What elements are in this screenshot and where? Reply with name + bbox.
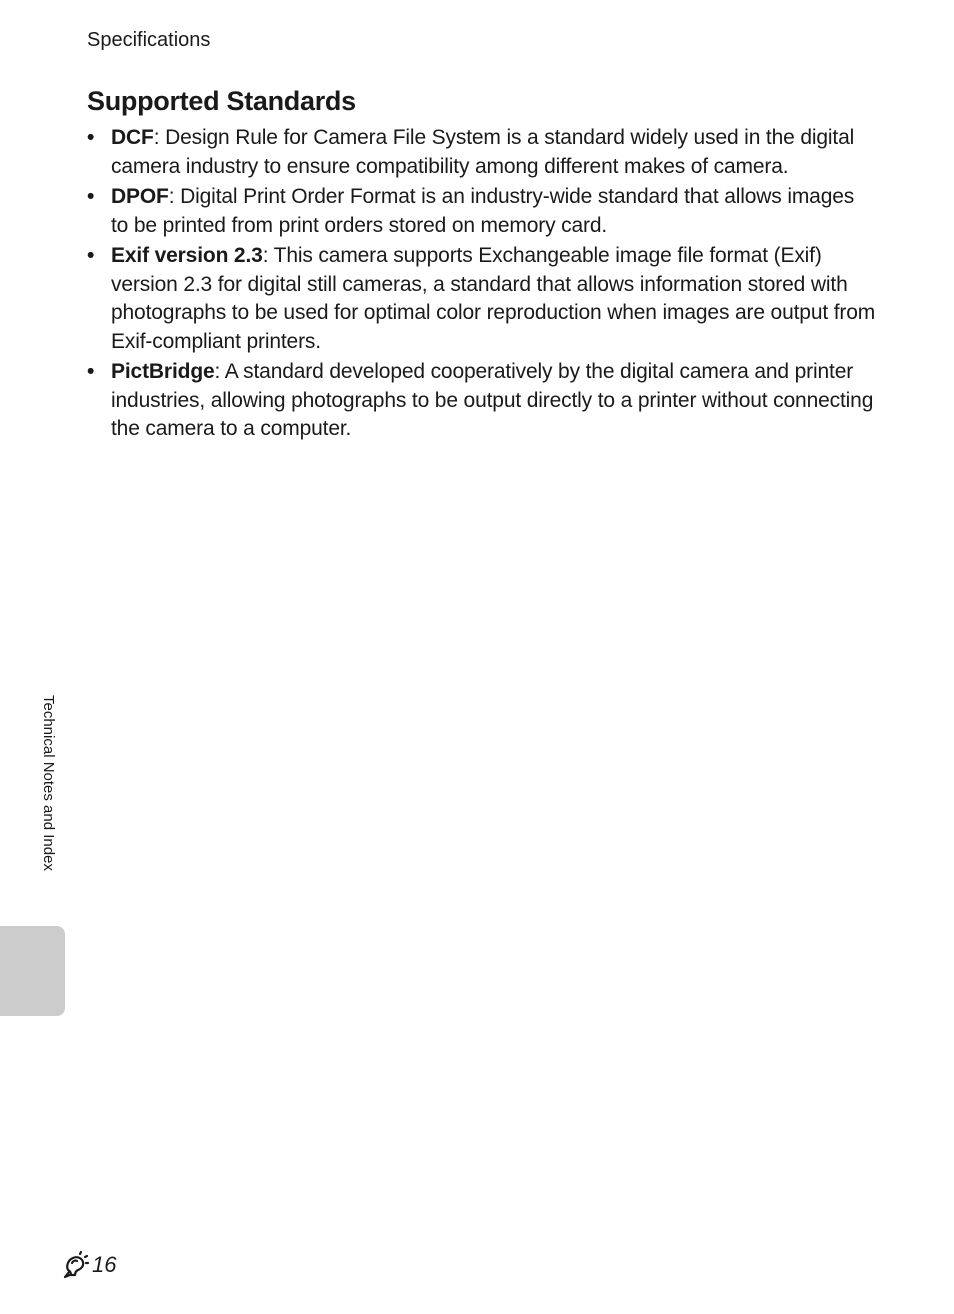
term-label: PictBridge (111, 360, 215, 383)
term-description: : This camera supports Exchangeable image file format (Exif) version 2.3 for digital still cameras, a standard that allows information stored with photographs to be used for optimal color reproduction when images are output from Exif-compliant printers. (111, 244, 876, 353)
standards-list (87, 124, 877, 446)
technical-notes-icon (60, 1250, 92, 1280)
section-title: Supported Standards (87, 86, 356, 116)
term-description: : Design Rule for Camera File System is a standard widely used in the digital camera industry to ensure compatibility among different makes of camera. (111, 126, 855, 178)
term-label: DCF (111, 126, 154, 149)
page-number: 16 (92, 1252, 117, 1277)
term-label: Exif version 2.3 (111, 244, 263, 267)
side-tab-label: Technical Notes and Index (40, 695, 57, 871)
list-item (87, 358, 877, 444)
page-footer (60, 1248, 116, 1282)
list-item (87, 124, 877, 181)
bullet: • (87, 360, 95, 383)
list-item (87, 183, 877, 240)
bullet: • (87, 244, 95, 267)
term-description: : Digital Print Order Format is an industry-wide standard that allows images to be printed from print orders stored on memory card. (111, 185, 855, 237)
side-tab (0, 926, 65, 1016)
bullet: • (87, 126, 95, 149)
term-description: : A standard developed cooperatively by the digital camera and printer industries, allowing photographs to be output directly to a printer without connecting the camera to a computer. (111, 360, 874, 440)
term-label: DPOF (111, 185, 169, 208)
bullet: • (87, 185, 95, 208)
list-item (87, 242, 877, 356)
running-head: Specifications (87, 29, 211, 51)
